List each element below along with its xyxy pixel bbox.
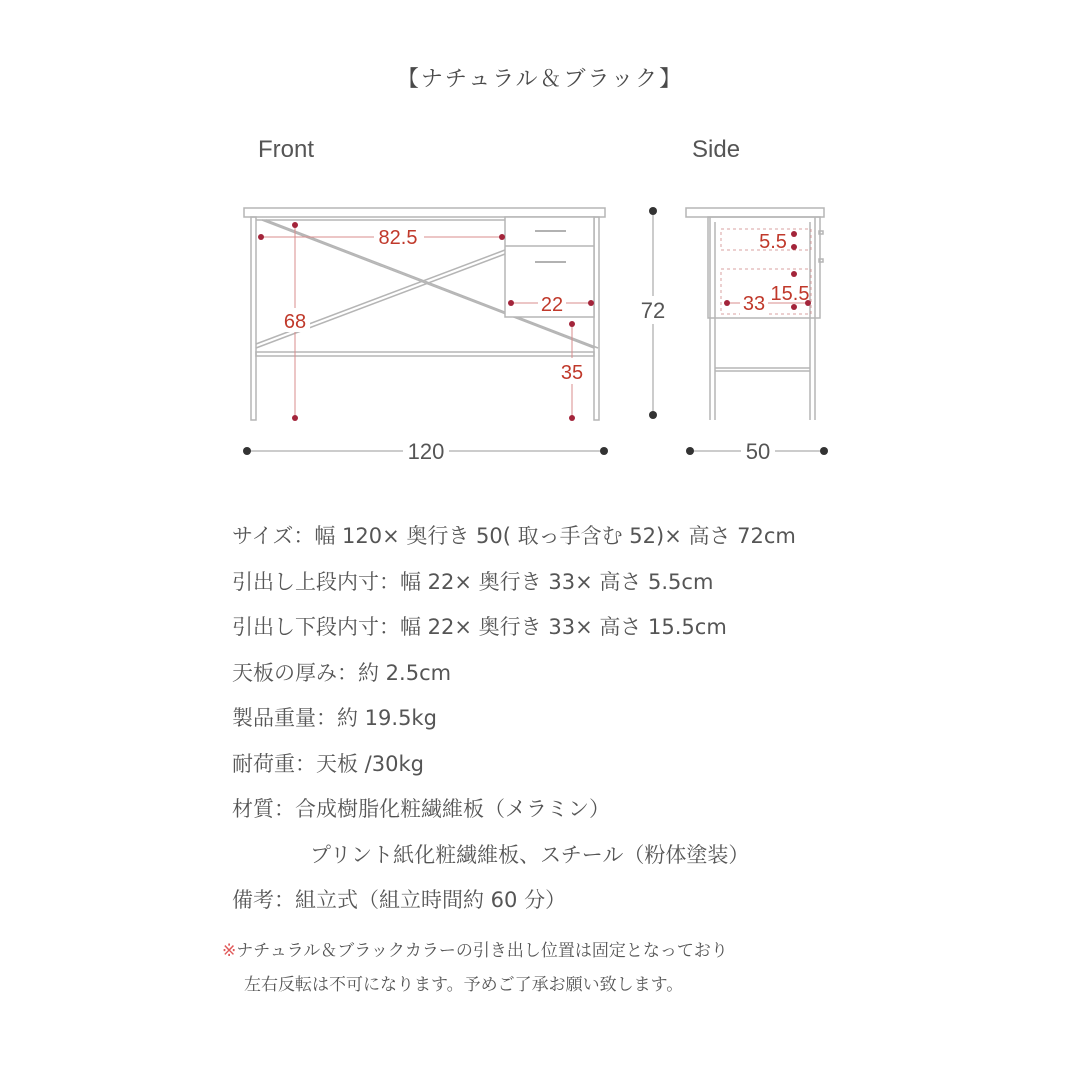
spec-separator: ： xyxy=(293,524,315,548)
spec-remarks xyxy=(232,882,796,928)
spec-value: 約 19.5kg xyxy=(337,706,437,730)
spec-label: 耐荷重 xyxy=(232,751,295,776)
spec-label: サイズ xyxy=(232,524,294,548)
dim-height-total: 72 xyxy=(640,298,666,323)
spec-label: 引出し下段内寸 xyxy=(232,615,379,639)
dim-drawer-depth: 33 xyxy=(742,293,766,315)
spec-value: 組立式（組立時間約 60 分） xyxy=(295,888,567,912)
dim-width-total: 120 xyxy=(407,439,445,464)
dim-drawer-width: 22 xyxy=(540,294,564,316)
spec-load-capacity xyxy=(232,746,796,792)
spec-label: 製品重量 xyxy=(232,706,316,730)
spec-material xyxy=(232,791,796,837)
note-mark: ※ xyxy=(222,941,237,961)
footnote-text: ナチュラル＆ブラックカラーの引き出し位置は固定となっており xyxy=(236,941,728,961)
spec-list xyxy=(232,518,796,928)
spec-value: 幅 22× 奥行き 33× 高さ 15.5cm xyxy=(400,615,727,639)
spec-separator: ： xyxy=(274,797,295,821)
spec-weight xyxy=(232,700,796,746)
footnote xyxy=(222,934,728,1002)
dim-drawer-upper-height: 5.5 xyxy=(759,231,787,253)
spec-separator: ： xyxy=(379,615,400,639)
page-title: 【ナチュラル＆ブラック】 xyxy=(396,67,684,92)
spec-separator: ： xyxy=(274,888,295,912)
spec-value: 天板 /30kg xyxy=(316,751,424,776)
side-view-label: Side xyxy=(692,136,741,163)
dim-leg-clearance: 68 xyxy=(283,311,307,333)
spec-drawer-lower xyxy=(232,609,796,655)
spec-label: 材質 xyxy=(232,797,274,821)
spec-size xyxy=(232,518,796,564)
footnote-line-1 xyxy=(222,934,728,968)
spec-value: 幅 120× 奥行き 50( 取っ手含む 52)× 高さ 72cm xyxy=(314,524,796,548)
spec-separator: ： xyxy=(337,660,358,685)
spec-value: 合成樹脂化粧繊維板（メラミン） xyxy=(295,797,610,821)
spec-value: プリント紙化粧繊維板、スチール（粉体塗装） xyxy=(310,842,750,867)
spec-material-continued xyxy=(232,837,796,883)
spec-value: 約 2.5cm xyxy=(358,660,452,685)
spec-label: 天板の厚み xyxy=(232,660,337,685)
dim-open-span: 82.5 xyxy=(378,227,418,249)
spec-separator: ： xyxy=(316,706,337,730)
dimension-diagram xyxy=(0,0,1080,500)
footnote-line-2: 左右反転は不可になります。予めご了承お願い致します。 xyxy=(244,975,684,995)
spec-value: 幅 22× 奥行き 33× 高さ 5.5cm xyxy=(400,569,714,594)
spec-top-thickness xyxy=(232,655,796,701)
spec-separator: ： xyxy=(379,569,400,594)
spec-label: 引出し上段内寸 xyxy=(232,569,379,594)
spec-label: 備考 xyxy=(232,888,274,912)
spec-separator: ： xyxy=(295,751,316,776)
dim-depth-total: 50 xyxy=(745,439,771,464)
dim-drawer-lower-height: 15.5 xyxy=(770,283,810,305)
dim-under-drawer: 35 xyxy=(560,362,584,384)
front-view-label: Front xyxy=(258,136,315,163)
spec-drawer-upper xyxy=(232,564,796,610)
